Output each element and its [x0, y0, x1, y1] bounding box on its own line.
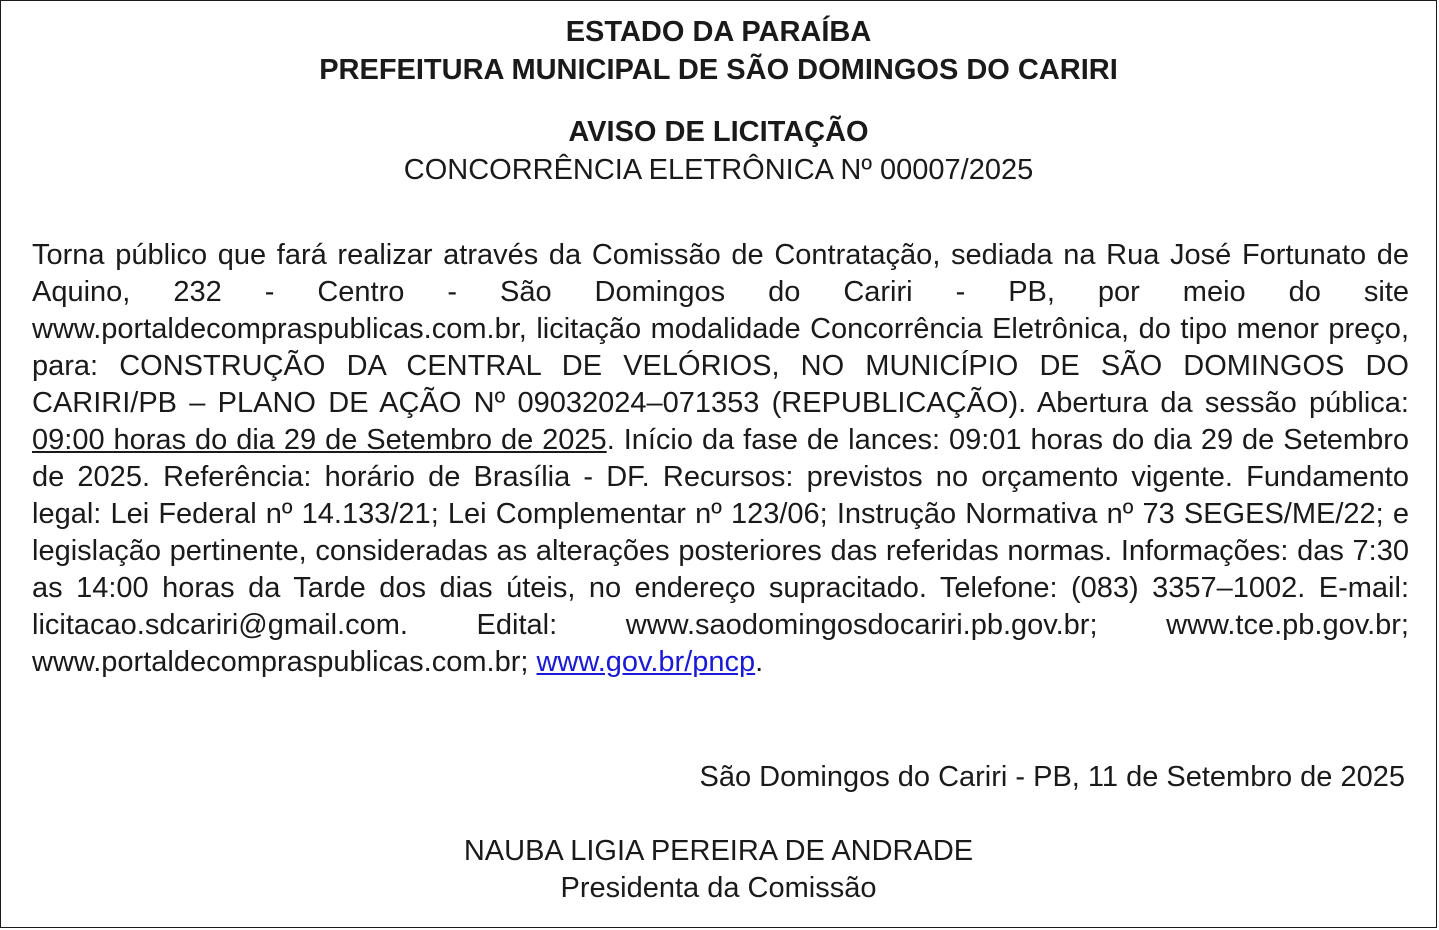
prefecture-title: PREFEITURA MUNICIPAL DE SÃO DOMINGOS DO CARIRI — [319, 54, 1118, 86]
signer-role: Presidenta da Comissão — [560, 872, 877, 904]
pncp-link[interactable]: www.gov.br/pncp — [536, 646, 756, 678]
notice-title: AVISO DE LICITAÇÃO — [568, 116, 869, 148]
notice-body — [32, 237, 1409, 681]
signature-block — [1, 833, 1436, 907]
body-text-part1: Torna público que fará realizar através da Comissão de Contratação, sediada na Rua José Fortunato de Aquino, 232 - Centro - São Domingos do Cariri - PB, por meio do site www.portaldecompraspublicas.com.br, licitação modalidade Concorrência Eletrônica, do tipo menor preço, para: CONSTRUÇÃO DA CENTRAL DE VELÓRIOS, NO MUNICÍPIO DE SÃO DOMINGOS DO CARIRI/PB – PLANO DE AÇÃO Nº 09032024–071353 (REPUBLICAÇÃO). Abertura da sessão pública: — [32, 239, 1409, 419]
signer-name: NAUBA LIGIA PEREIRA DE ANDRADE — [463, 835, 974, 867]
notice-header — [1, 13, 1436, 189]
opening-time: 09:00 horas do dia 29 de Setembro de 2025 — [32, 424, 607, 456]
header-spacer — [1, 89, 1436, 113]
state-title: ESTADO DA PARAÍBA — [565, 16, 872, 48]
body-text-end: . — [755, 646, 764, 678]
body-text-part2: . Início da fase de lances: 09:01 horas do dia 29 de Setembro de 2025. Referência: horário de Brasília - DF. Recursos: previstos no orçamento vigente. Fundamento legal: Lei Federal nº 14.133/21; Lei Complementar nº 123/06; Instrução Normativa nº 73 SEGES/ME/22; e legislação pertinente, consideradas as alterações posteriores das referidas normas. Informações: das 7:30 as 14:00 horas da Tarde dos dias úteis, no endereço supracitado. Telefone: (083) 3357–1002. E-mail: licitacao.sdcariri@gmail.com. Edital: www.saodomingosdocariri.pb.gov.br; www.tce.pb.gov.br; www.portaldecompraspublicas.com.br; — [32, 424, 1409, 678]
process-number: CONCORRÊNCIA ELETRÔNICA Nº 00007/2025 — [403, 154, 1034, 186]
place-date: São Domingos do Cariri - PB, 11 de Setembro de 2025 — [699, 761, 1405, 793]
